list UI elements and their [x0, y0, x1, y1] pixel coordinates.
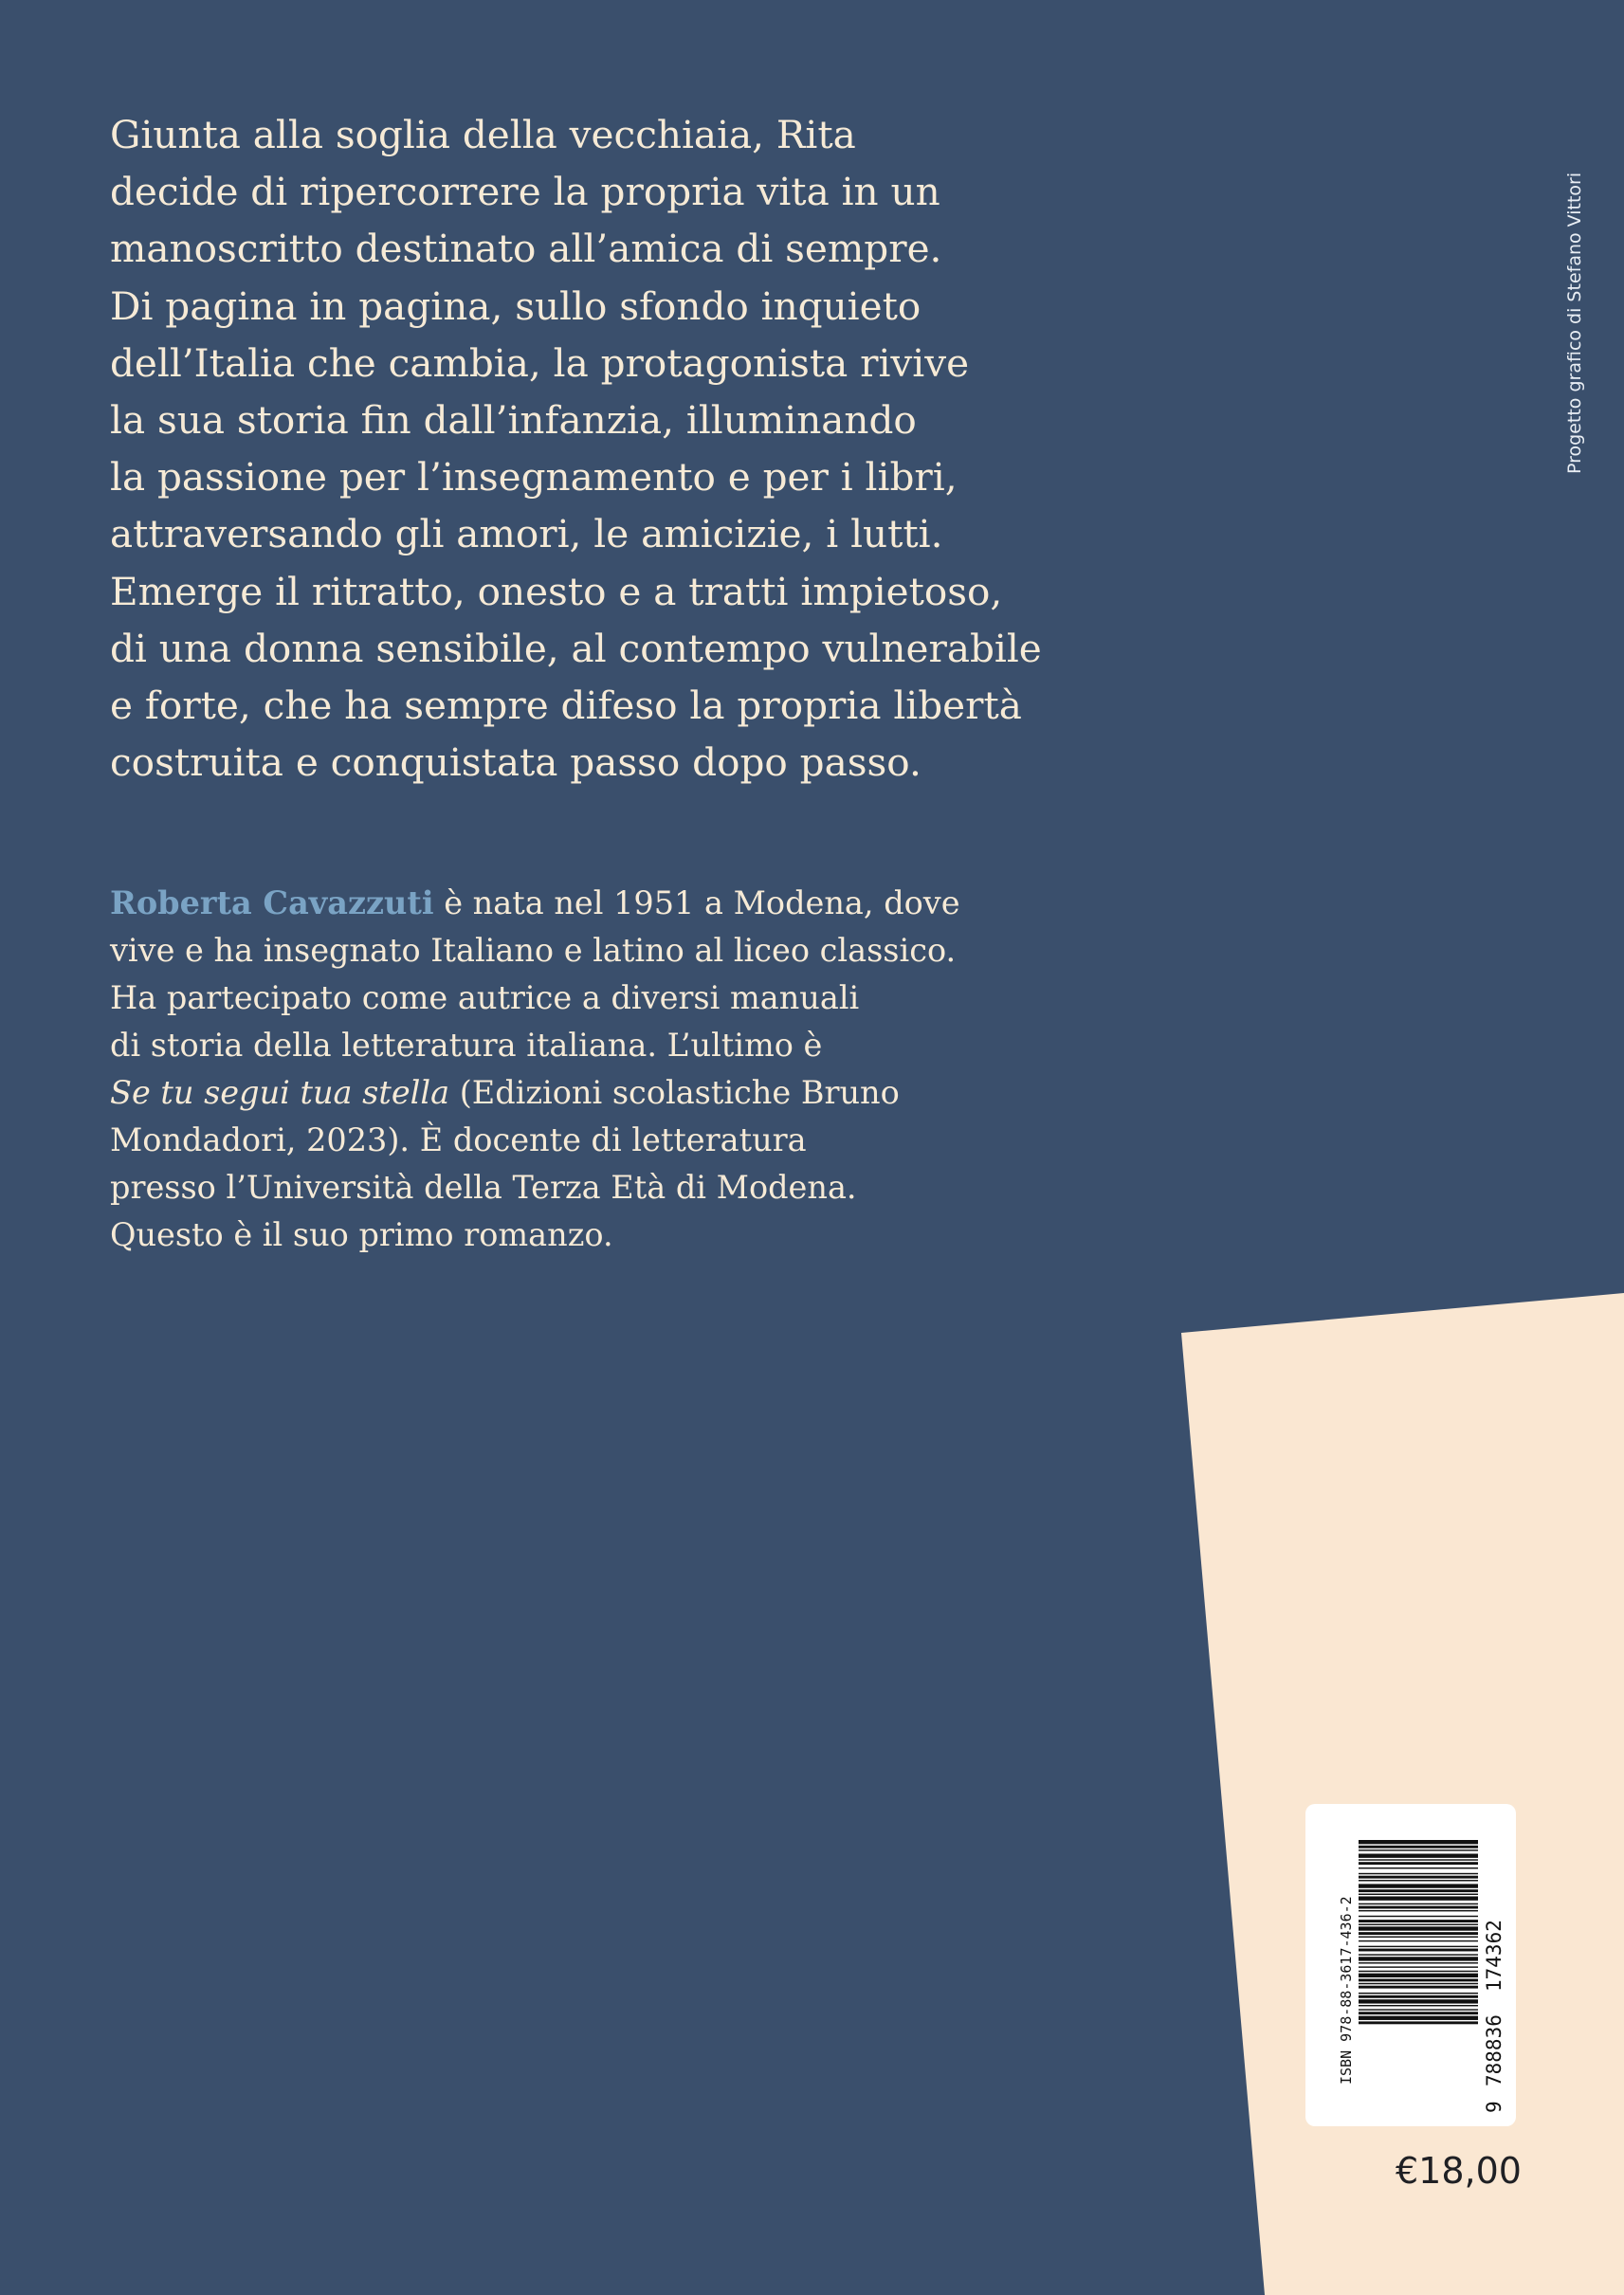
synopsis-line: costruita e conquistata passo dopo passo.	[110, 739, 921, 786]
barcode-bar	[1359, 1926, 1478, 1930]
barcode-bar	[1359, 1862, 1478, 1865]
barcode-bar	[1359, 1880, 1478, 1881]
synopsis-line: attraversando gli amori, le amicizie, i lutti.	[110, 511, 943, 557]
barcode-bar	[1359, 1889, 1478, 1892]
synopsis-line: Di pagina in pagina, sullo sfondo inquieto	[110, 282, 921, 329]
barcode-bar	[1359, 1923, 1478, 1924]
barcode-bar	[1359, 1896, 1478, 1900]
bio-line: Mondadori, 2023). È docente di letteratura	[110, 1121, 807, 1158]
barcode-bar	[1359, 2009, 1478, 2010]
cream-panel-shape	[1181, 1293, 1624, 2295]
bio-line	[110, 1069, 1058, 1117]
bio-text: è nata nel 1951 a Modena, dove	[433, 884, 960, 921]
bio-line: vive e ha insegnato Italiano e latino al liceo classico.	[110, 932, 957, 969]
barcode-graphic	[1305, 1804, 1516, 2126]
barcode-bar	[1359, 1846, 1478, 1849]
barcode-bar	[1359, 1920, 1478, 1922]
barcode-bar	[1359, 1916, 1478, 1917]
barcode-bar	[1359, 1983, 1478, 1984]
barcode	[1305, 1804, 1516, 2126]
barcode-bar	[1359, 1949, 1478, 1952]
barcode-bar	[1359, 2005, 1478, 2006]
barcode-bar	[1359, 1906, 1478, 1909]
barcode-bar	[1359, 1978, 1478, 1981]
bio-line	[110, 880, 1058, 927]
barcode-bar	[1359, 1962, 1478, 1963]
barcode-bar	[1359, 1974, 1478, 1977]
barcode-bar	[1359, 1932, 1478, 1935]
author-bio	[110, 880, 1058, 1259]
synopsis-line: e forte, che ha sempre difeso la propria libertà	[110, 683, 1022, 729]
synopsis-line: la passione per l’insegnamento e per i libri,	[110, 454, 958, 501]
barcode-bar	[1359, 1940, 1478, 1941]
barcode-bar	[1359, 1849, 1478, 1850]
design-credit: Progetto grafico di Stefano Vittori	[1564, 172, 1585, 474]
barcode-digit-lead: 9	[1483, 2101, 1505, 2113]
bio-line: presso l’Università della Terza Età di Modena.	[110, 1169, 857, 1206]
barcode-bars	[1359, 1840, 1478, 2024]
barcode-bar	[1359, 1854, 1478, 1858]
barcode-bar	[1359, 1954, 1478, 1955]
bio-line: Questo è il suo primo romanzo.	[110, 1216, 613, 1253]
barcode-bar	[1359, 1995, 1478, 1998]
barcode-bar	[1359, 1910, 1478, 1911]
synopsis-line: Giunta alla soglia della vecchiaia, Rita	[110, 112, 856, 157]
book-title: Se tu segui tua stella	[110, 1074, 450, 1111]
synopsis-line: decide di ripercorrere la propria vita in un	[110, 169, 940, 215]
barcode-bar	[1359, 2016, 1478, 2020]
synopsis-text	[110, 106, 1096, 791]
synopsis-line: la sua storia fin dall’infanzia, illuminando	[110, 397, 917, 444]
price: €18,00	[1396, 2150, 1522, 2192]
barcode-bar	[1359, 1971, 1478, 1972]
barcode-bar	[1359, 1894, 1478, 1895]
barcode-bar	[1359, 2021, 1478, 2024]
barcode-digits-group1: 788836	[1483, 2014, 1505, 2086]
barcode-bar	[1359, 1993, 1478, 1994]
synopsis-line: Emerge il ritratto, onesto e a tratti impietoso,	[110, 568, 1003, 614]
synopsis-line: di una donna sensibile, al contempo vulnerabile	[110, 625, 1042, 671]
barcode-bar	[1359, 1999, 1478, 2003]
bio-line: di storia della letteratura italiana. L’ultimo è	[110, 1027, 823, 1064]
barcode-bar	[1359, 1903, 1478, 1904]
barcode-bar	[1359, 1876, 1478, 1879]
isbn-label: ISBN 978-88-3617-436-2	[1338, 1896, 1355, 2085]
barcode-bar	[1359, 1986, 1478, 1989]
synopsis-line: manoscritto destinato all’amica di sempre.	[110, 226, 942, 272]
barcode-bar	[1359, 1946, 1478, 1947]
barcode-bar	[1359, 1937, 1478, 1938]
barcode-bar	[1359, 1867, 1478, 1868]
barcode-bar	[1359, 2012, 1478, 2014]
synopsis-line: dell’Italia che cambia, la protagonista rivive	[110, 339, 970, 386]
barcode-digits-group2: 174362	[1483, 1920, 1505, 1992]
barcode-bar	[1359, 1966, 1478, 1967]
barcode-bar	[1359, 1957, 1478, 1960]
author-name: Roberta Cavazzuti	[110, 884, 434, 921]
barcode-bar	[1359, 1873, 1478, 1874]
barcode-bar	[1359, 1840, 1478, 1844]
bio-text: (Edizioni scolastiche Bruno	[449, 1074, 900, 1111]
barcode-bar	[1359, 1859, 1478, 1860]
bio-line: Ha partecipato come autrice a diversi manuali	[110, 979, 860, 1016]
barcode-bar	[1359, 1884, 1478, 1887]
